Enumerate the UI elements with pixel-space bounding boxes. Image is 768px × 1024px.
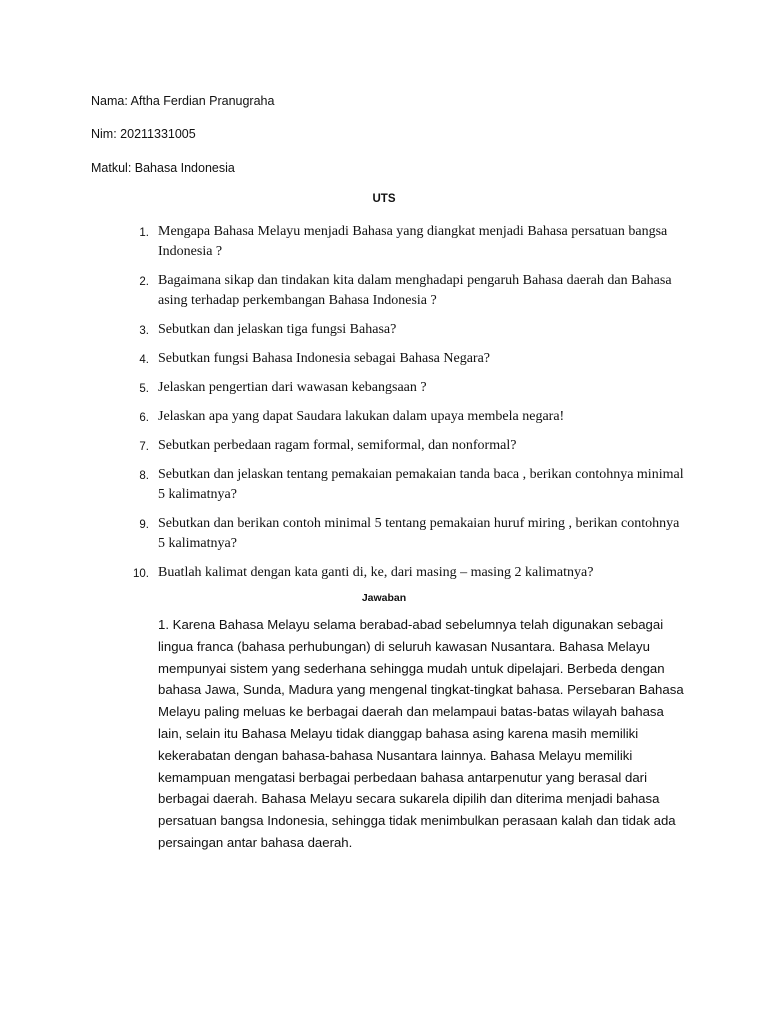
question-number: 1. xyxy=(139,227,149,239)
answers-heading: Jawaban xyxy=(361,592,407,604)
student-nim: Nim: 20211331005 xyxy=(91,127,196,141)
question-number: 4. xyxy=(139,354,149,366)
question-list xyxy=(115,222,685,592)
question-text: Jelaskan apa yang dapat Saudara lakukan dalam upaya membela negara! xyxy=(158,409,565,424)
question-item xyxy=(115,465,685,505)
question-text: Sebutkan dan berikan contoh minimal 5 tentang pemakaian huruf miring , berikan contohnya 5 kalimatnya? xyxy=(158,516,680,551)
question-text: Mengapa Bahasa Melayu menjadi Bahasa yang diangkat menjadi Bahasa persatuan bangsa Indonesia ? xyxy=(158,224,668,259)
question-item xyxy=(115,436,685,456)
question-item xyxy=(115,222,685,262)
question-item xyxy=(115,378,685,398)
question-number: 6. xyxy=(139,412,149,424)
question-item xyxy=(115,563,685,583)
question-number: 10. xyxy=(133,568,149,580)
question-item xyxy=(115,514,685,554)
question-item xyxy=(115,271,685,311)
question-text: Sebutkan perbedaan ragam formal, semiformal, dan nonformal? xyxy=(158,438,517,453)
question-number: 3. xyxy=(139,325,149,337)
question-text: Bagaimana sikap dan tindakan kita dalam menghadapi pengaruh Bahasa daerah dan Bahasa asing terhadap perkembangan Bahasa Indonesia ? xyxy=(158,273,672,308)
question-number: 5. xyxy=(139,383,149,395)
exam-title: UTS xyxy=(372,193,396,205)
question-text: Jelaskan pengertian dari wawasan kebangsaan ? xyxy=(158,380,427,395)
question-text: Buatlah kalimat dengan kata ganti di, ke, dari masing – masing 2 kalimatnya? xyxy=(158,565,594,580)
question-number: 8. xyxy=(139,470,149,482)
question-number: 2. xyxy=(139,276,149,288)
question-item xyxy=(115,407,685,427)
question-text: Sebutkan dan jelaskan tentang pemakaian pemakaian tanda baca , berikan contohnya minimal 5 kalimatnya? xyxy=(158,467,684,502)
question-text: Sebutkan fungsi Bahasa Indonesia sebagai Bahasa Negara? xyxy=(158,351,490,366)
question-number: 7. xyxy=(139,441,149,453)
question-item xyxy=(115,349,685,369)
course-name: Matkul: Bahasa Indonesia xyxy=(91,161,235,175)
question-text: Sebutkan dan jelaskan tiga fungsi Bahasa? xyxy=(158,322,397,337)
question-item xyxy=(115,320,685,340)
student-name: Nama: Aftha Ferdian Pranugraha xyxy=(91,94,275,108)
question-number: 9. xyxy=(139,519,149,531)
answer-paragraph: 1. Karena Bahasa Melayu selama berabad-abad sebelumnya telah digunakan sebagai lingua franca (bahasa perhubungan) di seluruh kawasan Nusantara. Bahasa Melayu mempunyai sistem yang sederhana sehingga mudah untuk dipelajari. Berbeda dengan bahasa Jawa, Sunda, Madura yang mengenal tingkat-tingkat bahasa. Persebaran Bahasa Melayu paling meluas ke berbagai daerah dan melampaui batas-batas wilayah bahasa lain, selain itu Bahasa Melayu tidak dianggap bahasa asing karena masih memiliki kekerabatan dengan bahasa-bahasa Nusantara lainnya. Bahasa Melayu memiliki kemampuan mengatasi berbagai perbedaan bahasa antarpenutur yang berasal dari berbagai daerah. Bahasa Melayu secara sukarela dipilih dan diterima menjadi bahasa persatuan bangsa Indonesia, sehingga tidak menimbulkan perasaan kalah dan tidak ada persaingan antar bahasa daerah. xyxy=(158,617,684,850)
